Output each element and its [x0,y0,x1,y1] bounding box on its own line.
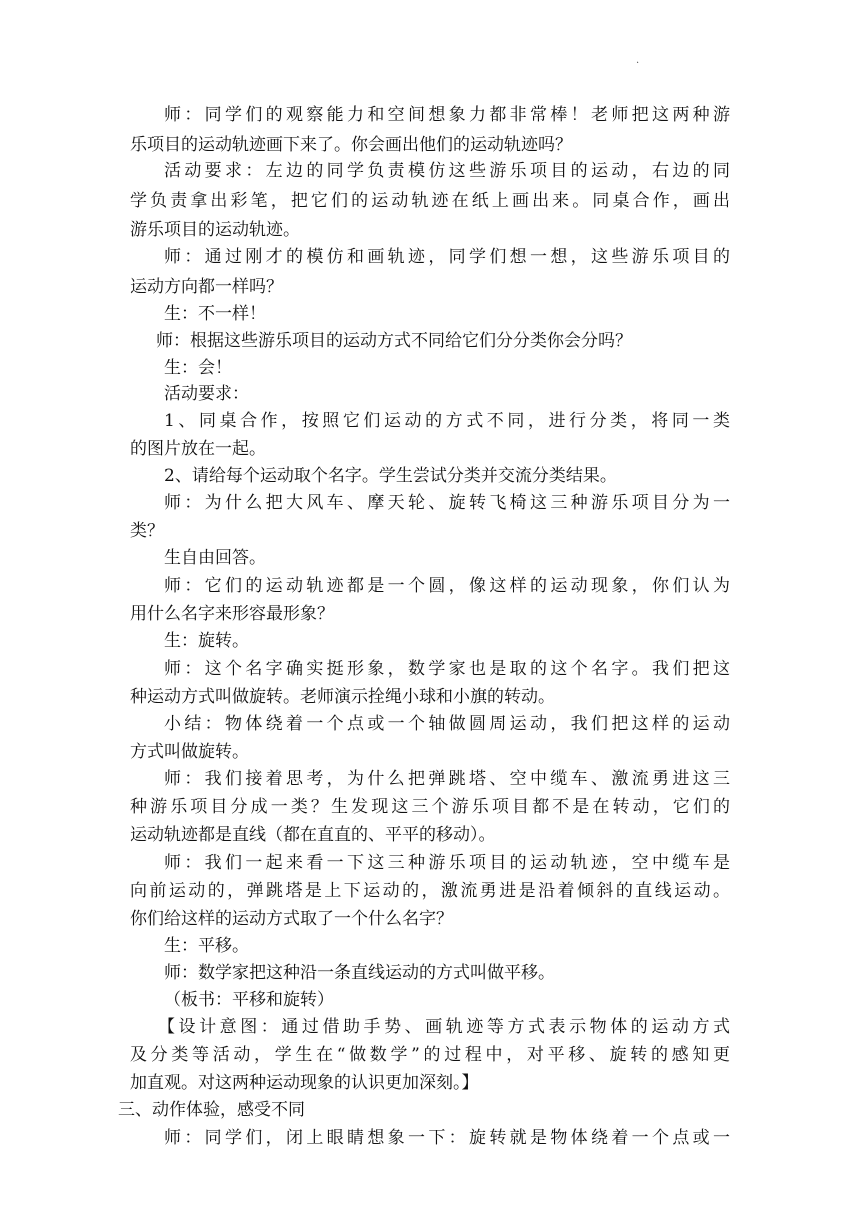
text-line: 你们给这样的运动方式取了一个什么名字？ [130,909,453,929]
text-line: 类？ [130,521,164,541]
section-heading: 三、动作体验，感受不同 [118,1100,305,1120]
text-line: 师：我们接着思考，为什么把弹跳塔、空中缆车、激流勇进这三 [164,769,730,789]
text-line: 师：我们一起来看一下这三种游乐项目的运动轨迹，空中缆车是 [164,853,730,873]
text-line: 师：数学家把这种沿一条直线运动的方式叫做平移。 [164,963,555,983]
text-line: 向前运动的，弹跳塔是上下运动的，激流勇进是沿着倾斜的直线运动。 [130,881,730,901]
text-line: 种游乐项目分成一类？生发现这三个游乐项目都不是在转动，它们的 [130,797,730,817]
text-line: 师：它们的运动轨迹都是一个圆，像这样的运动现象，你们认为 [164,576,730,596]
text-line: 师：这个名字确实挺形象，数学家也是取的这个名字。我们把这 [164,659,730,679]
text-line: 活动要求：左边的同学负责模仿这些游乐项目的运动，右边的同 [164,161,730,181]
text-line: 生：会！ [164,358,232,378]
text-line: 生：旋转。 [164,631,249,651]
text-line: 方式叫做旋转。 [130,742,249,762]
text-line: 【设计意图：通过借助手势、画轨迹等方式表示物体的运动方式 [158,1017,730,1037]
page-mark: . [636,55,640,66]
text-line: 种运动方式叫做旋转。老师演示拴绳小球和小旗的转动。 [130,687,555,707]
text-line: 游乐项目的运动轨迹。 [130,220,300,240]
text-line: 乐项目的运动轨迹画下来了。你会画出他们的运动轨迹吗？ [130,135,572,155]
text-line: 2、请给每个运动取个名字。学生尝试分类并交流分类结果。 [164,466,617,486]
text-line: （板书：平移和旋转） [164,990,334,1010]
text-line: 师：根据这些游乐项目的运动方式不同给它们分分类你会分吗？ [156,331,632,351]
text-line: 1、同桌合作，按照它们运动的方式不同，进行分类，将同一类 [164,411,730,431]
text-line: 运动轨迹都是直线（都在直直的、平平的移动）。 [130,825,496,845]
text-line: 师：同学们，闭上眼睛想象一下：旋转就是物体绕着一个点或一 [164,1128,730,1148]
text-line: 活动要求： [164,384,249,404]
text-line: 及分类等活动，学生在“做数学”的过程中，对平移、旋转的感知更 [130,1045,730,1065]
text-line: 师：为什么把大风车、摩天轮、旋转飞椅这三种游乐项目分为一 [164,493,730,513]
text-line: 的图片放在一起。 [130,439,266,459]
text-line: 用什么名字来形容最形象？ [130,604,334,624]
text-line: 师：同学们的观察能力和空间想象力都非常棒！老师把这两种游 [164,105,730,125]
text-line: 运动方向都一样吗？ [130,277,283,297]
text-line: 师：通过刚才的模仿和画轨迹，同学们想一想，这些游乐项目的 [164,247,730,267]
text-line: 生：平移。 [164,936,249,956]
text-line: 小结：物体绕着一个点或一个轴做圆周运动，我们把这样的运动 [164,714,730,734]
text-line: 加直观。对这两种运动现象的认识更加深刻。】 [130,1073,479,1093]
text-line: 生：不一样！ [164,304,266,324]
text-line: 生自由回答。 [164,548,266,568]
text-line: 学负责拿出彩笔，把它们的运动轨迹在纸上画出来。同桌合作，画出 [130,191,730,211]
